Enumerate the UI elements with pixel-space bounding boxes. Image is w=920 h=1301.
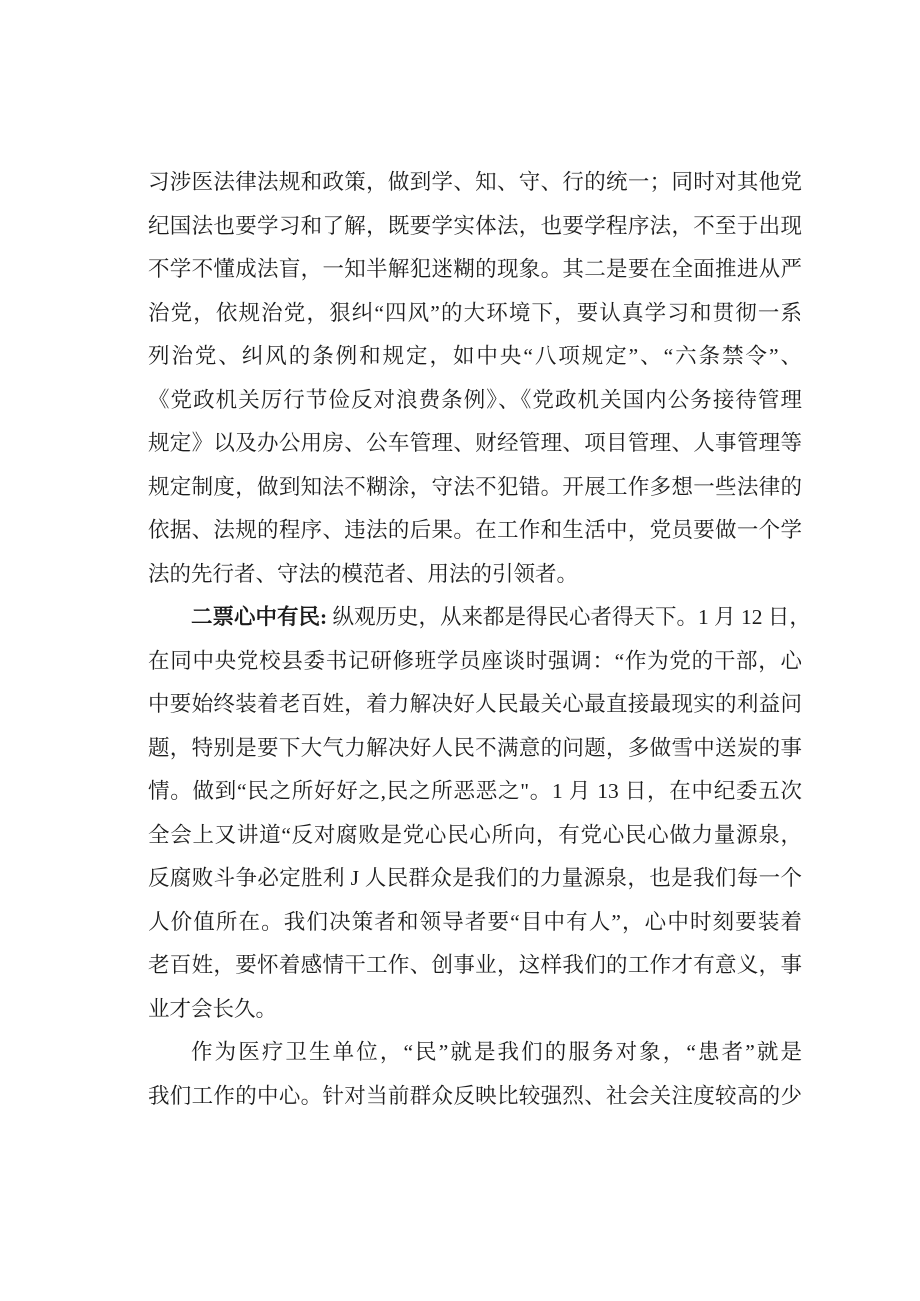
text-line: 中要始终装着老百姓，着力解决好人民最关心最直接最现实的利益问 bbox=[148, 692, 802, 716]
text-line: 题，特别是要下大气力解决好人民不满意的问题，多做雪中送炭的事 bbox=[148, 735, 802, 760]
document-body bbox=[148, 161, 811, 1118]
text-line: 《党政机关厉行节俭反对浪费条例》、《党政机关国内公务接待管理 bbox=[148, 387, 802, 412]
text-line: 反腐败斗争必定胜利 J 人民群众是我们的力量源泉，也是我们每一个 bbox=[148, 866, 802, 890]
text-line: 规定》以及办公用房、公车管理、财经管理、项目管理、人事管理等 bbox=[148, 431, 802, 455]
paragraph-lead: 二票心中有民: bbox=[191, 605, 333, 629]
paragraph-lead-rest: 纵观历史，从来都是得民心者得天下。1 月 12 日， bbox=[332, 605, 811, 629]
text-line: 作为医疗卫生单位，“民”就是我们的服务对象，“患者”就是 bbox=[191, 1040, 802, 1064]
text-line: 业才会长久。 bbox=[148, 996, 278, 1021]
text-line: 依据、法规的程序、违法的后果。在工作和生活中，党员要做一个学 bbox=[148, 518, 802, 542]
text-line: 治党，依规治党，狠纠“四风”的大环境下，要认真学习和贯彻一系 bbox=[148, 300, 802, 325]
text-line: 老百姓，要怀着感情干工作、创事业，这样我们的工作才有意义，事 bbox=[148, 953, 802, 977]
text-line: 我们工作的中心。针对当前群众反映比较强烈、社会关注度较高的少 bbox=[148, 1083, 802, 1108]
text-line: 情。做到“民之所好好之,民之所恶恶之"。1 月 13 日，在中纪委五次 bbox=[148, 779, 802, 803]
text-line: 纪国法也要学习和了解，既要学实体法，也要学程序法，不至于出现 bbox=[148, 213, 802, 238]
text-line: 列治党、纠风的条例和规定，如中央“八项规定”、“六条禁令”、 bbox=[148, 344, 802, 368]
text-line bbox=[148, 596, 811, 640]
text-line: 在同中央党校县委书记研修班学员座谈时强调：“作为党的干部，心 bbox=[148, 648, 802, 673]
text-line: 规定制度，做到知法不糊涂，守法不犯错。开展工作多想一些法律的 bbox=[148, 474, 802, 499]
text-line: 习涉医法律法规和政策，做到学、知、守、行的统一；同时对其他党 bbox=[148, 170, 802, 194]
text-line: 不学不懂成法盲，一知半解犯迷糊的现象。其二是要在全面推进从严 bbox=[148, 257, 802, 281]
text-line: 法的先行者、守法的模范者、用法的引领者。 bbox=[148, 561, 579, 586]
text-line: 全会上又讲道“反对腐败是党心民心所向，有党心民心做力量源泉， bbox=[148, 822, 802, 847]
text-line: 人价值所在。我们决策者和领导者要“目中有人”，心中时刻要装着 bbox=[148, 909, 802, 934]
